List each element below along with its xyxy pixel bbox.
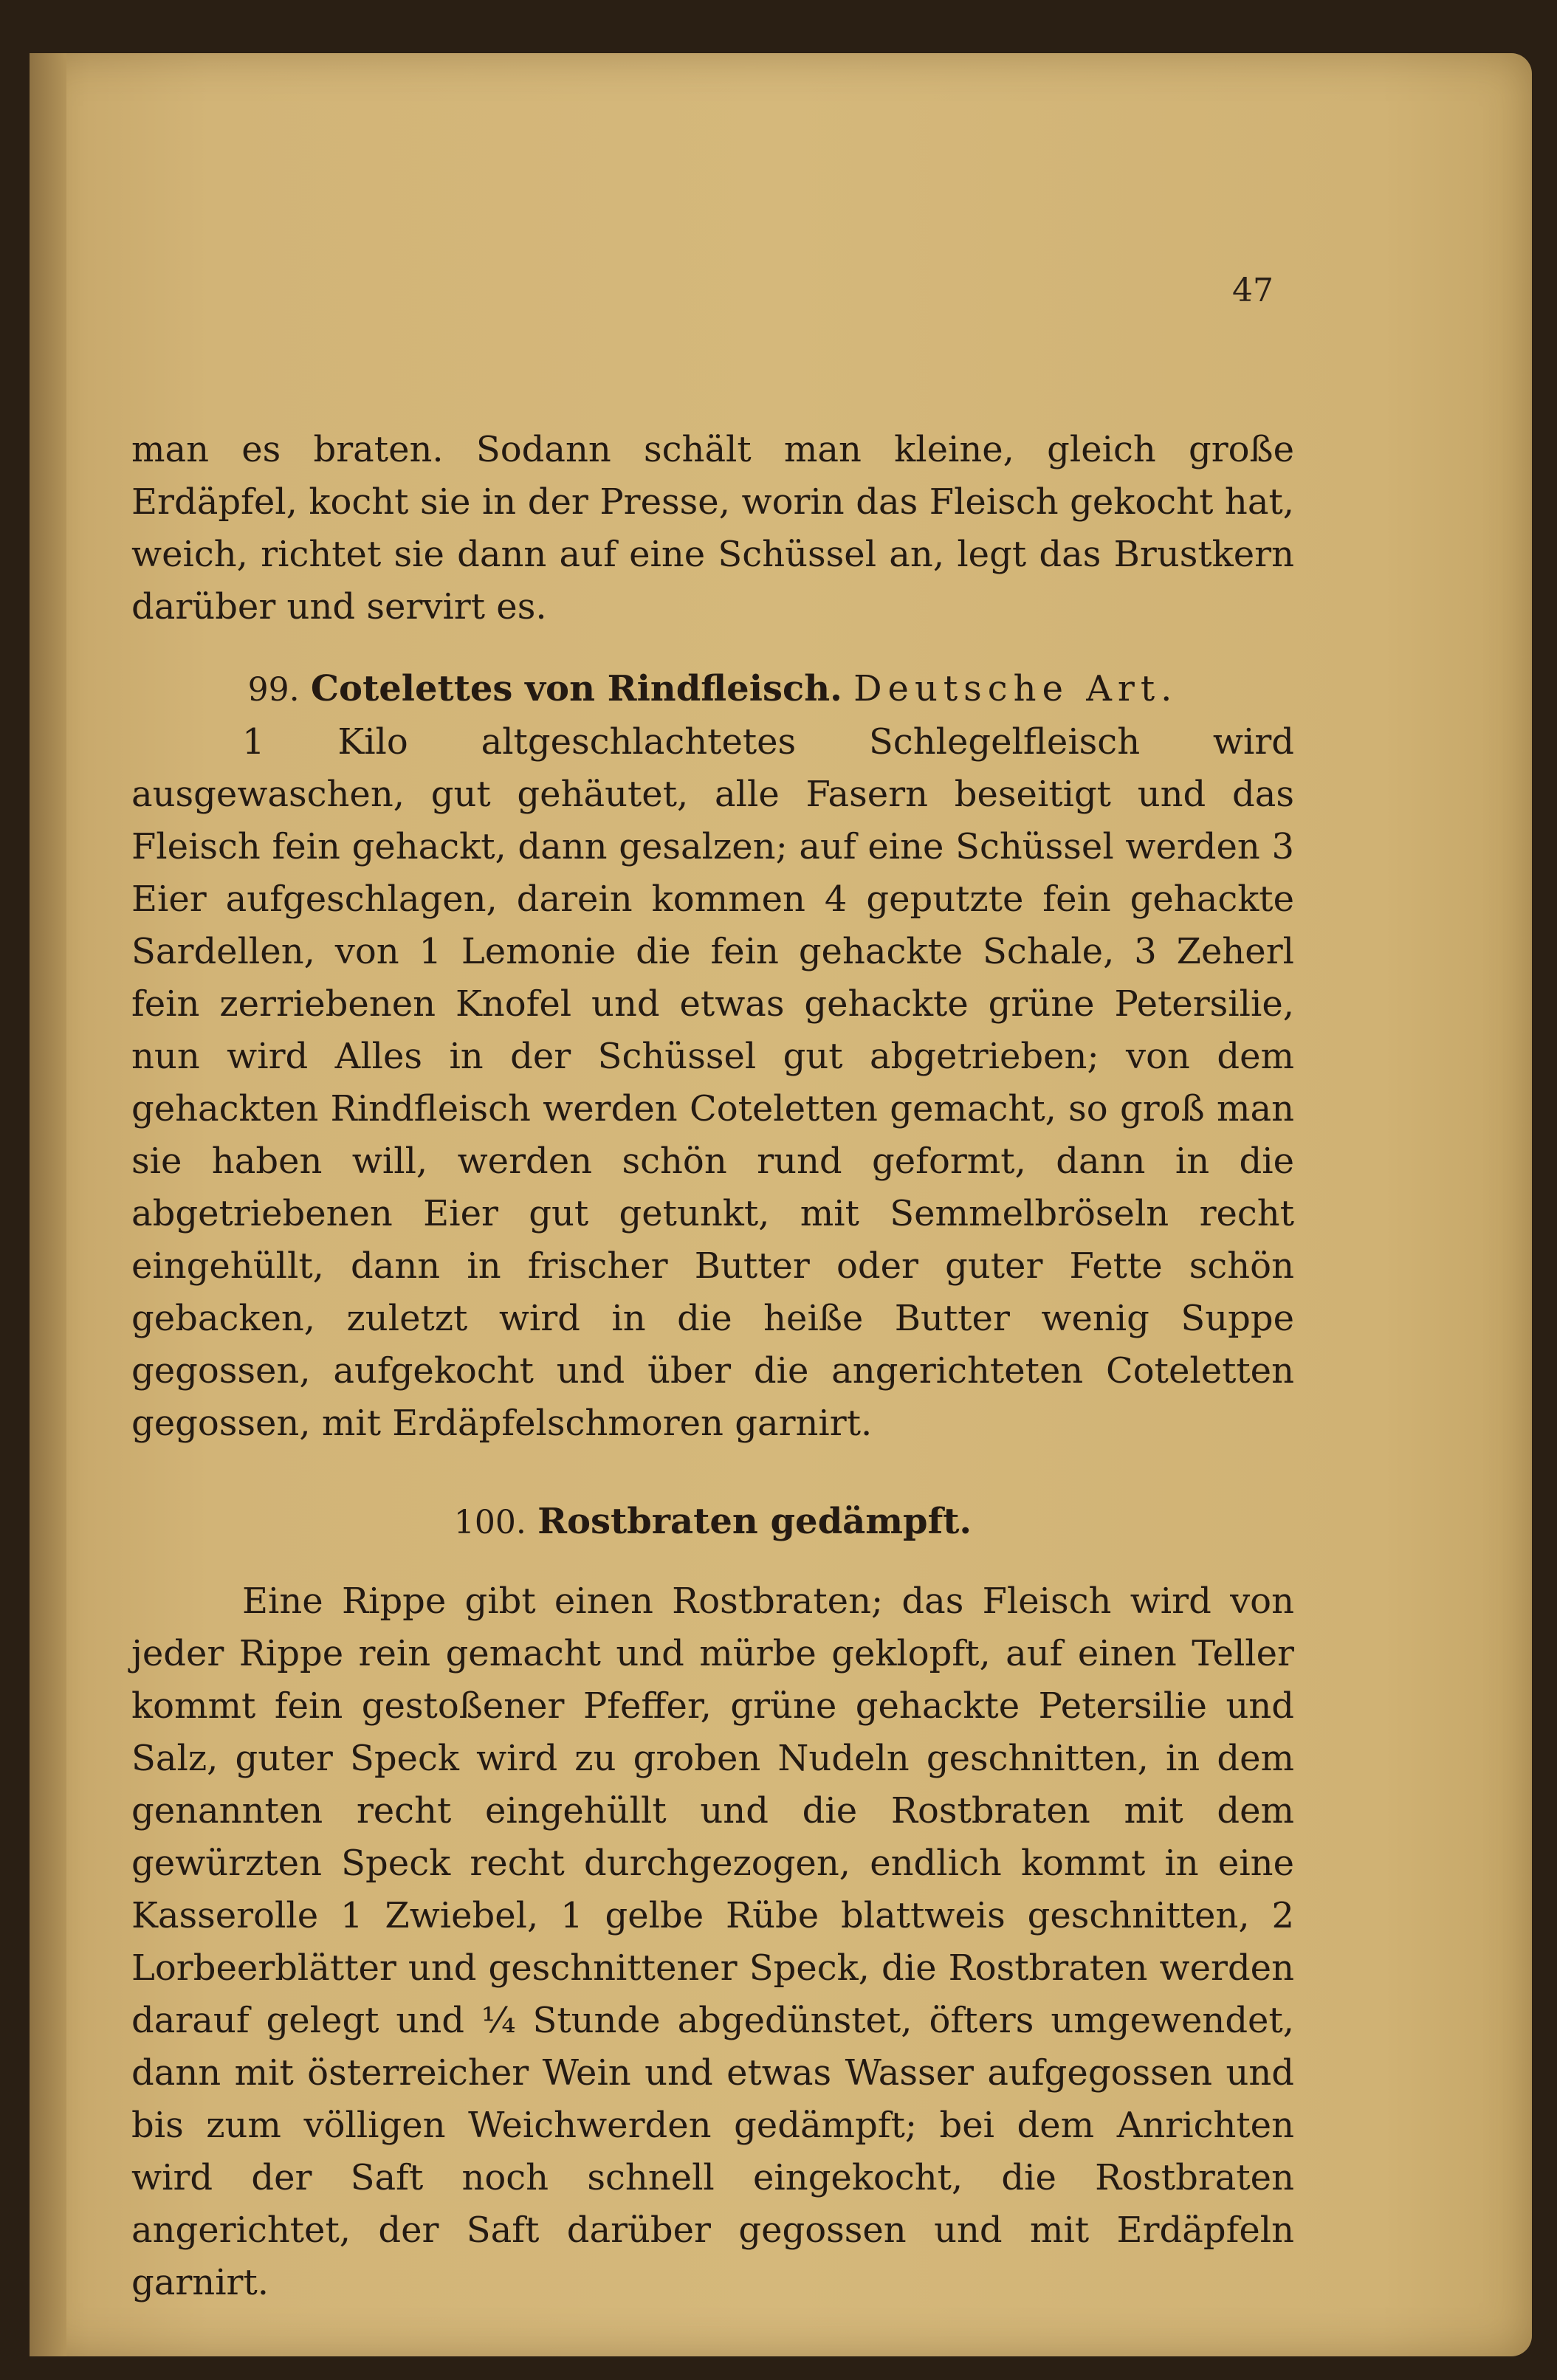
recipe-99-subtitle: Deutsche Art. <box>853 668 1178 709</box>
page-text <box>131 424 1294 2309</box>
intro-paragraph: man es braten. Sodann schält man kleine, gleich große Erdäpfel, kocht sie in der Presse, worin das Fleisch gekocht hat, weich, richtet sie dann auf eine Schüssel an, legt das Brustkern darüber und servirt es. <box>131 429 1294 627</box>
page-gutter <box>30 53 66 2356</box>
recipe-100-body: Eine Rippe gibt einen Rostbraten; das Fleisch wird von jeder Rippe rein gemacht und mürbe geklopft, auf einen Teller kommt fein gestoßener Pfeffer, grüne gehackte Petersilie und Salz, guter Speck wird zu groben Nudeln geschnitten, in dem genannten recht eingehüllt und die Rostbraten mit dem gewürzten Speck recht durchgezogen, endlich kommt in eine Kasserolle 1 Zwiebel, 1 gelbe Rübe blattweis geschnitten, 2 Lorbeerblätter und geschnittener Speck, die Rostbraten werden darauf gelegt und ¼ Stunde abgedünstet, öfters umgewendet, dann mit österreicher Wein und etwas Wasser aufgegossen und bis zum völligen Weichwerden gedämpft; bei dem Anrichten wird der Saft noch schnell eingekocht, die Rostbraten angerichtet, der Saft darüber gegossen und mit Erdäpfeln garnirt. <box>131 1581 1294 2303</box>
recipe-99-heading <box>131 663 1294 716</box>
recipe-99-body: 1 Kilo altgeschlachtetes Schlegelfleisch wird ausgewaschen, gut gehäutet, alle Fasern beseitigt und das Fleisch fein gehackt, dann gesalzen; auf eine Schüssel werden 3 Eier aufgeschlagen, darein kommen 4 geputzte fein gehackte Sardellen, von 1 Lemonie die fein gehackte Schale, 3 Zeherl fein zerriebenen Knofel und etwas gehackte grüne Petersilie, nun wird Alles in der Schüssel gut abgetrieben; von dem gehackten Rindfleisch werden Coteletten gemacht, so groß man sie haben will, werden schön rund geformt, dann in die abgetriebenen Eier gut getunkt, mit Semmelbröseln recht eingehüllt, dann in frischer Butter oder guter Fette schön gebacken, zuletzt wird in die heiße Butter wenig Suppe gegossen, aufgekocht und über die angerichteten Coteletten gegossen, mit Erdäpfelschmoren garnirt. <box>131 721 1294 1444</box>
recipe-100-title: Rostbraten gedämpft. <box>537 1501 972 1542</box>
page-number: 47 <box>1232 272 1274 309</box>
recipe-100-number: 100. <box>453 1504 526 1541</box>
recipe-100-heading <box>131 1496 1294 1549</box>
book-page <box>30 53 1532 2356</box>
recipe-99-title: Cotelettes von Rindfleisch. <box>310 668 842 709</box>
recipe-99-number: 99. <box>247 671 300 709</box>
